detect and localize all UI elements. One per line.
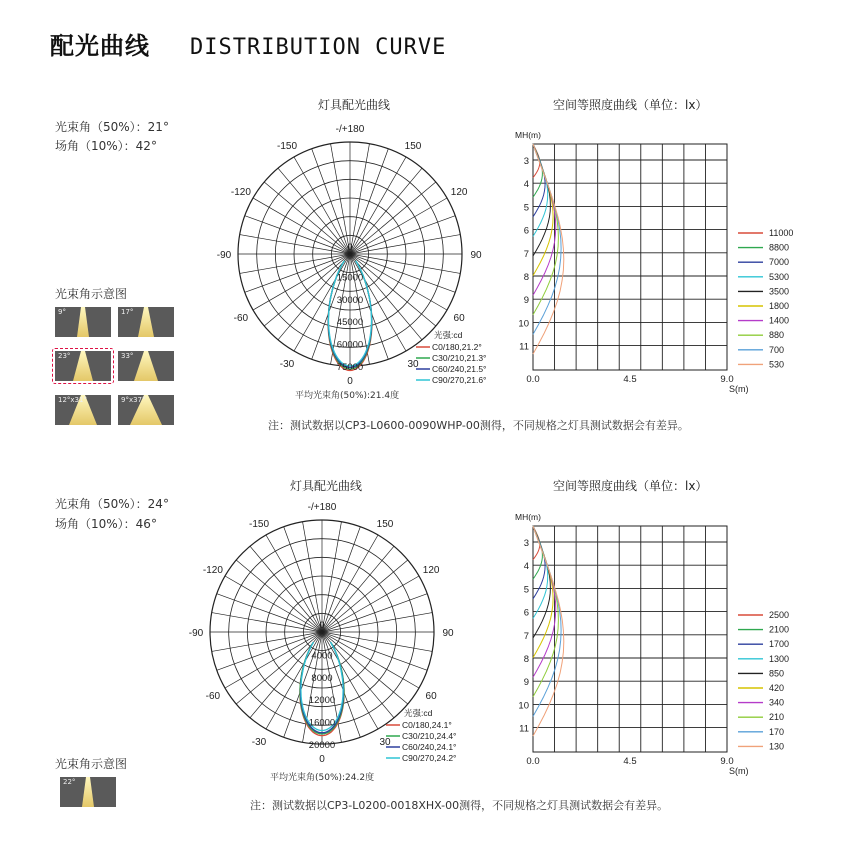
y-tick-label: 9 [523, 295, 529, 307]
legend-label: 210 [769, 712, 785, 723]
angle-label: 90 [442, 628, 454, 639]
angle-label: 30 [407, 359, 419, 371]
beam-thumb[interactable] [55, 307, 111, 337]
y-tick-label: 6 [523, 607, 529, 619]
x-axis-label: S(m) [729, 384, 749, 394]
isolux-curve [533, 526, 561, 716]
beam-thumb[interactable] [55, 395, 111, 425]
isolux-frame [533, 526, 727, 752]
legend-label: 2500 [769, 610, 790, 620]
angle-label: 60 [453, 313, 465, 324]
y-axis-label: MH(m) [515, 512, 541, 522]
beam-thumb-label: 12°x31° [58, 396, 87, 404]
beam-thumb-label: 9° [58, 308, 66, 316]
angle-label: 150 [404, 140, 422, 152]
y-tick-label: 4 [523, 561, 529, 573]
beam-thumb[interactable] [118, 351, 174, 381]
beam-thumb-label: 22° [63, 778, 76, 786]
radial-label: 16000 [308, 717, 336, 729]
average-beam-label: 平均光束角(50%):24.2度 [270, 773, 375, 783]
x-tick-label: 4.5 [623, 756, 637, 767]
y-tick-label: 6 [523, 225, 529, 237]
beam-cone [77, 307, 89, 337]
y-tick-label: 4 [523, 179, 529, 191]
legend-label: 3500 [769, 286, 790, 297]
isolux-chart [505, 500, 810, 780]
angle-label: -90 [216, 250, 232, 261]
field-angle-label: 场角（10%）：42° [55, 139, 157, 153]
isolux-chart [505, 118, 810, 398]
y-tick-label: 7 [523, 248, 529, 260]
legend-label: 1700 [769, 639, 790, 650]
isolux-curve [533, 526, 548, 618]
radial-label: 4000 [311, 650, 333, 662]
beam-thumb-label: 23° [58, 352, 71, 360]
legend-label: 1300 [769, 653, 790, 664]
x-tick-label: 9.0 [720, 374, 734, 385]
radial-label: 15000 [336, 272, 364, 284]
selected-thumb-outline [52, 348, 114, 384]
y-tick-label: 3 [523, 538, 529, 549]
legend-label: 1800 [769, 301, 790, 311]
y-tick-label: 10 [518, 318, 529, 330]
angle-label: -30 [279, 359, 295, 371]
isolux-frame [533, 144, 727, 370]
beam-thumb[interactable] [118, 395, 174, 425]
legend-label: C90/270,21.6° [432, 375, 487, 385]
legend-label: 530 [769, 359, 785, 370]
angle-label: -120 [202, 565, 223, 576]
x-tick-label: 0.0 [526, 374, 540, 385]
legend-label: 7000 [769, 257, 790, 268]
angle-label: -120 [230, 187, 251, 198]
angle-label: -60 [205, 691, 221, 702]
x-tick-label: 4.5 [623, 374, 637, 385]
legend-label: C0/180,24.1° [402, 720, 452, 730]
radial-label: 75000 [336, 362, 364, 373]
y-tick-label: 9 [523, 677, 529, 689]
isolux-curve [533, 526, 545, 599]
legend-label: C30/210,21.3° [432, 353, 487, 363]
beam-diagram-title: 光束角示意图 [55, 757, 128, 771]
beam-diagram-title: 光束角示意图 [55, 287, 128, 301]
legend-label: 130 [769, 741, 785, 752]
legend-label: 340 [769, 697, 785, 708]
angle-label: 0 [319, 754, 325, 765]
y-tick-label: 3 [523, 156, 529, 167]
y-tick-label: 11 [519, 341, 529, 353]
angle-label: 60 [425, 691, 437, 702]
radial-label: 8000 [311, 672, 333, 684]
angle-label: -/+180 [335, 124, 365, 135]
legend-label: 850 [769, 668, 785, 679]
test-note: 注：测试数据以CP3-L0600-0090WHP-00测得，不同规格之灯具测试数据会有差异。 [268, 419, 689, 432]
y-tick-label: 5 [523, 584, 529, 596]
legend-label: C0/180,21.2° [432, 342, 482, 352]
radial-label: 0 [347, 242, 353, 253]
angle-label: -60 [233, 313, 249, 324]
legend-label: 5300 [769, 271, 790, 282]
x-tick-label: 0.0 [526, 756, 540, 767]
legend-label: 170 [769, 726, 785, 737]
legend-label: C60/240,21.5° [432, 364, 487, 374]
beam-angle-label: 光束角（50%）：21° [55, 120, 169, 134]
y-tick-label: 8 [523, 654, 529, 665]
angle-label: 90 [470, 250, 482, 261]
page-title-en: DISTRIBUTION CURVE [190, 35, 447, 60]
legend-label: 1400 [769, 315, 790, 326]
y-tick-label: 7 [523, 630, 529, 642]
intensity-unit-label: 光强:cd [404, 708, 433, 718]
angle-label: -30 [251, 737, 267, 749]
radial-label: 30000 [336, 294, 364, 306]
y-tick-label: 10 [518, 700, 529, 712]
y-tick-label: 8 [523, 272, 529, 283]
isolux-curve [533, 144, 545, 217]
isolux-chart-title: 空间等照度曲线（单位：lx） [553, 479, 708, 493]
legend-label: 2100 [769, 624, 790, 635]
legend-label: 8800 [769, 242, 790, 253]
isolux-curve [533, 144, 561, 334]
beam-thumb-label: 33° [121, 352, 134, 360]
angle-label: 0 [347, 376, 353, 387]
angle-label: 150 [376, 518, 394, 530]
average-beam-label: 平均光束角(50%):21.4度 [295, 391, 400, 401]
isolux-chart-title: 空间等照度曲线（单位：lx） [553, 98, 708, 112]
beam-thumb[interactable] [118, 307, 174, 337]
legend-label: 880 [769, 330, 785, 341]
beam-thumb-label: 17° [121, 308, 134, 316]
angle-label: 30 [379, 737, 391, 749]
angle-label: 120 [450, 187, 468, 198]
angle-label: 120 [422, 565, 440, 576]
radial-label: 45000 [336, 317, 364, 329]
legend-label: C30/210,24.4° [402, 731, 457, 741]
radial-label: 20000 [308, 740, 336, 751]
radial-label: 12000 [308, 695, 336, 707]
page-title [50, 26, 446, 61]
angle-label: -/+180 [307, 502, 337, 513]
y-tick-label: 5 [523, 202, 529, 214]
intensity-unit-label: 光强:cd [434, 330, 463, 340]
polar-chart [200, 112, 500, 412]
polar-chart-title: 灯具配光曲线 [318, 98, 391, 112]
beam-angle-label: 光束角（50%）：24° [55, 497, 169, 511]
y-tick-label: 11 [519, 723, 529, 735]
radial-label: 0 [319, 620, 325, 631]
page-title-cn: 配光曲线 [50, 32, 150, 60]
legend-label: 700 [769, 344, 785, 355]
polar-chart-title: 灯具配光曲线 [290, 479, 363, 493]
x-axis-label: S(m) [729, 766, 749, 776]
legend-label: 420 [769, 683, 785, 693]
test-note: 注：测试数据以CP3-L0200-0018XHX-00测得，不同规格之灯具测试数据会有差异。 [250, 799, 669, 812]
legend-label: 11000 [769, 228, 794, 238]
radial-label: 60000 [336, 339, 364, 351]
beam-cone [82, 777, 94, 807]
legend-label: C90/270,24.2° [402, 753, 457, 763]
beam-cone [134, 351, 158, 381]
beam-cone [138, 307, 154, 337]
beam-thumb-label: 9°x37° [121, 396, 146, 404]
angle-label: -90 [188, 628, 204, 639]
isolux-curve [533, 144, 548, 236]
angle-label: -150 [248, 518, 270, 530]
y-axis-label: MH(m) [515, 130, 541, 140]
x-tick-label: 9.0 [720, 756, 734, 767]
polar-chart [172, 490, 472, 790]
field-angle-label: 场角（10%）：46° [55, 517, 157, 531]
angle-label: -150 [276, 140, 298, 152]
beam-thumb[interactable] [60, 777, 116, 807]
legend-label: C60/240,24.1° [402, 742, 457, 752]
